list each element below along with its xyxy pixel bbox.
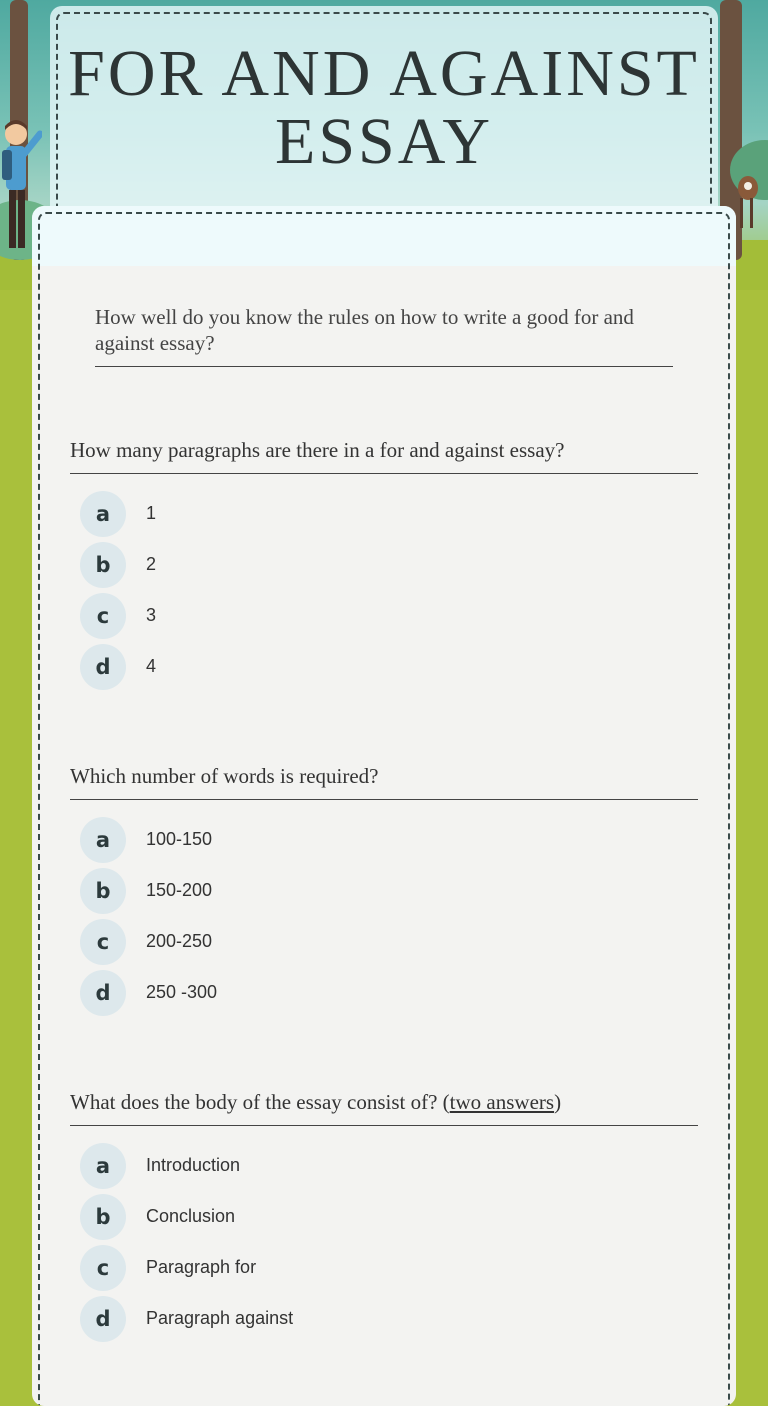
- question-text: [70, 1089, 698, 1126]
- question-text-emphasis: two answers: [449, 1090, 555, 1114]
- question-1: [70, 437, 698, 692]
- option-text: 250 -300: [146, 982, 218, 1002]
- option-text: Conclusion: [146, 1206, 236, 1226]
- option-text: 100-150: [146, 829, 213, 849]
- option-text: 2: [146, 554, 157, 574]
- option-letter-badge: c: [80, 1245, 126, 1291]
- option-text: 4: [146, 656, 157, 676]
- answer-options: [80, 488, 698, 692]
- answer-options: [80, 1140, 698, 1344]
- option-letter-badge: d: [80, 644, 126, 690]
- answer-option-d[interactable]: [80, 967, 698, 1018]
- worksheet-instructions: How well do you know the rules on how to write a good for and against essay?: [95, 304, 673, 367]
- answer-option-a[interactable]: [80, 488, 698, 539]
- answer-option-b[interactable]: [80, 539, 698, 590]
- option-text: Introduction: [146, 1155, 241, 1175]
- answer-option-c[interactable]: [80, 1242, 698, 1293]
- option-letter-badge: a: [80, 1143, 126, 1189]
- question-text: Which number of words is required?: [70, 763, 698, 800]
- option-text: 200-250: [146, 931, 213, 951]
- answer-option-c[interactable]: [80, 590, 698, 641]
- answer-option-b[interactable]: [80, 865, 698, 916]
- question-2: [70, 763, 698, 1018]
- answer-option-d[interactable]: [80, 641, 698, 692]
- answer-option-b[interactable]: [80, 1191, 698, 1242]
- option-letter-badge: a: [80, 817, 126, 863]
- option-letter-badge: a: [80, 491, 126, 537]
- option-text: Paragraph for: [146, 1257, 257, 1277]
- option-text: 150-200: [146, 880, 213, 900]
- option-letter-badge: b: [80, 1194, 126, 1240]
- worksheet-title: FOR AND AGAINST ESSAY: [68, 37, 700, 178]
- answer-option-a[interactable]: [80, 814, 698, 865]
- question-text: How many paragraphs are there in a for and against essay?: [70, 437, 698, 474]
- answer-options: [80, 814, 698, 1018]
- question-text-end: ): [554, 1090, 562, 1114]
- option-text: 1: [146, 503, 157, 523]
- option-letter-badge: c: [80, 593, 126, 639]
- option-letter-badge: b: [80, 542, 126, 588]
- answer-option-c[interactable]: [80, 916, 698, 967]
- option-text: Paragraph against: [146, 1308, 294, 1328]
- option-letter-badge: b: [80, 868, 126, 914]
- option-letter-badge: c: [80, 919, 126, 965]
- option-letter-badge: d: [80, 1296, 126, 1342]
- option-text: 3: [146, 605, 157, 625]
- option-letter-badge: d: [80, 970, 126, 1016]
- deer-illustration: [736, 170, 766, 230]
- answer-option-d[interactable]: [80, 1293, 698, 1344]
- question-text-main: What does the body of the essay consist of? (: [70, 1090, 450, 1114]
- question-3: [70, 1089, 698, 1344]
- answer-option-a[interactable]: [80, 1140, 698, 1191]
